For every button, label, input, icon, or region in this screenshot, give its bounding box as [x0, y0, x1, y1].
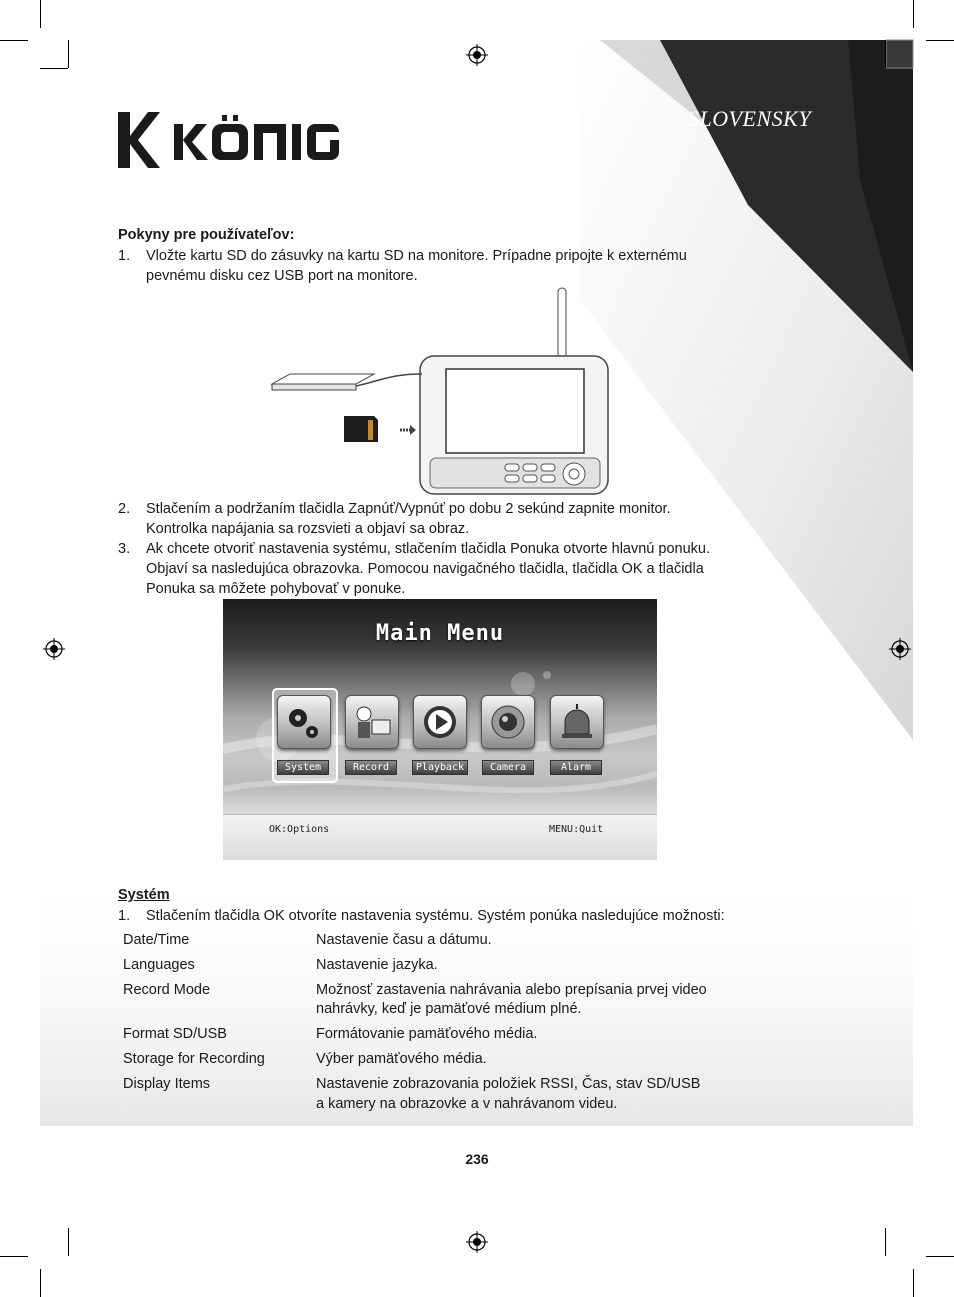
list-number: 3.: [118, 541, 131, 557]
crop-mark: [40, 68, 68, 69]
option-name: Format SD/USB: [123, 1026, 227, 1042]
crop-mark: [885, 40, 886, 68]
option-name: Record Mode: [123, 982, 211, 998]
crop-mark: [40, 1269, 41, 1297]
menu-item-system[interactable]: System: [277, 760, 329, 775]
status-ok-options: OK:Options: [269, 824, 330, 835]
list-item-text: Ak chcete otvoriť nastavenia systému, stlačením tlačidla Ponuka otvorte hlavnú ponuku.: [146, 541, 710, 557]
registration-mark-icon: [43, 638, 65, 660]
menu-item-playback[interactable]: Playback: [412, 760, 468, 775]
language-label: SLOVENSKY: [688, 106, 812, 131]
crop-mark: [68, 1228, 69, 1256]
list-item-text: Ponuka sa môžete pohybovať v ponuke.: [146, 581, 406, 597]
crop-mark: [0, 40, 28, 41]
crop-mark: [926, 1256, 954, 1257]
konig-logo: [118, 112, 340, 172]
crop-mark: [885, 1228, 886, 1256]
list-item-text: Stlačením tlačidla OK otvoríte nastavenia systému. Systém ponúka nasledujúce možnosti:: [146, 908, 725, 924]
play-icon[interactable]: [413, 695, 467, 749]
option-desc: Možnosť zastavenia nahrávania alebo prepísania prvej video: [316, 982, 707, 998]
list-item-text: Objaví sa nasledujúca obrazovka. Pomocou navigačného tlačidla, tlačidla OK a tlačidla: [146, 561, 704, 577]
menu-title: Main Menu: [375, 621, 505, 646]
monitor-illustration: [270, 286, 615, 496]
crop-mark: [0, 1256, 28, 1257]
section-heading: Systém: [118, 887, 170, 903]
crop-mark: [926, 40, 954, 41]
option-desc: Nastavenie času a dátumu.: [316, 932, 492, 948]
option-name: Storage for Recording: [123, 1051, 265, 1067]
crop-mark: [913, 0, 914, 28]
crop-mark: [68, 40, 69, 68]
camera-lens-icon[interactable]: [481, 695, 535, 749]
status-menu-quit: MENU:Quit: [549, 824, 604, 835]
registration-mark-icon: [466, 44, 488, 66]
option-desc: Formátovanie pamäťového média.: [316, 1026, 538, 1042]
alarm-icon[interactable]: [550, 695, 604, 749]
registration-mark-icon: [466, 1231, 488, 1253]
camcorder-icon[interactable]: [345, 695, 399, 749]
list-number: 1.: [118, 248, 131, 264]
option-desc: Nastavenie zobrazovania položiek RSSI, Čas, stav SD/USB: [316, 1076, 701, 1092]
list-item-text: Vložte kartu SD do zásuvky na kartu SD na monitore. Prípadne pripojte k externému: [146, 248, 687, 264]
option-desc: a kamery na obrazovke a v nahrávanom videu.: [316, 1096, 618, 1112]
option-name: Date/Time: [123, 932, 190, 948]
menu-status-bar: [223, 814, 657, 860]
list-number: 2.: [118, 501, 131, 517]
option-name: Languages: [123, 957, 195, 973]
list-item-text: pevnému disku cez USB port na monitore.: [146, 268, 418, 284]
main-menu-screenshot: [223, 599, 657, 860]
menu-item-record[interactable]: Record: [345, 760, 397, 775]
registration-mark-icon: [889, 638, 911, 660]
list-item-text: Kontrolka napájania sa rozsvieti a objaví sa obraz.: [146, 521, 470, 537]
list-item-text: Stlačením a podržaním tlačidla Zapnúť/Vypnúť po dobu 2 sekúnd zapnite monitor.: [146, 501, 671, 517]
page-number: 236: [465, 1151, 489, 1167]
option-name: Display Items: [123, 1076, 211, 1092]
menu-item-camera[interactable]: Camera: [482, 760, 534, 775]
list-number: 1.: [118, 908, 131, 924]
option-desc: Nastavenie jazyka.: [316, 957, 438, 973]
gears-icon[interactable]: [277, 695, 331, 749]
section-heading: Pokyny pre používateľov:: [118, 227, 295, 243]
option-desc: nahrávky, keď je pamäťové médium plné.: [316, 1001, 582, 1017]
crop-mark: [913, 1269, 914, 1297]
crop-mark: [40, 0, 41, 28]
menu-item-alarm[interactable]: Alarm: [550, 760, 602, 775]
option-desc: Výber pamäťového média.: [316, 1051, 487, 1067]
